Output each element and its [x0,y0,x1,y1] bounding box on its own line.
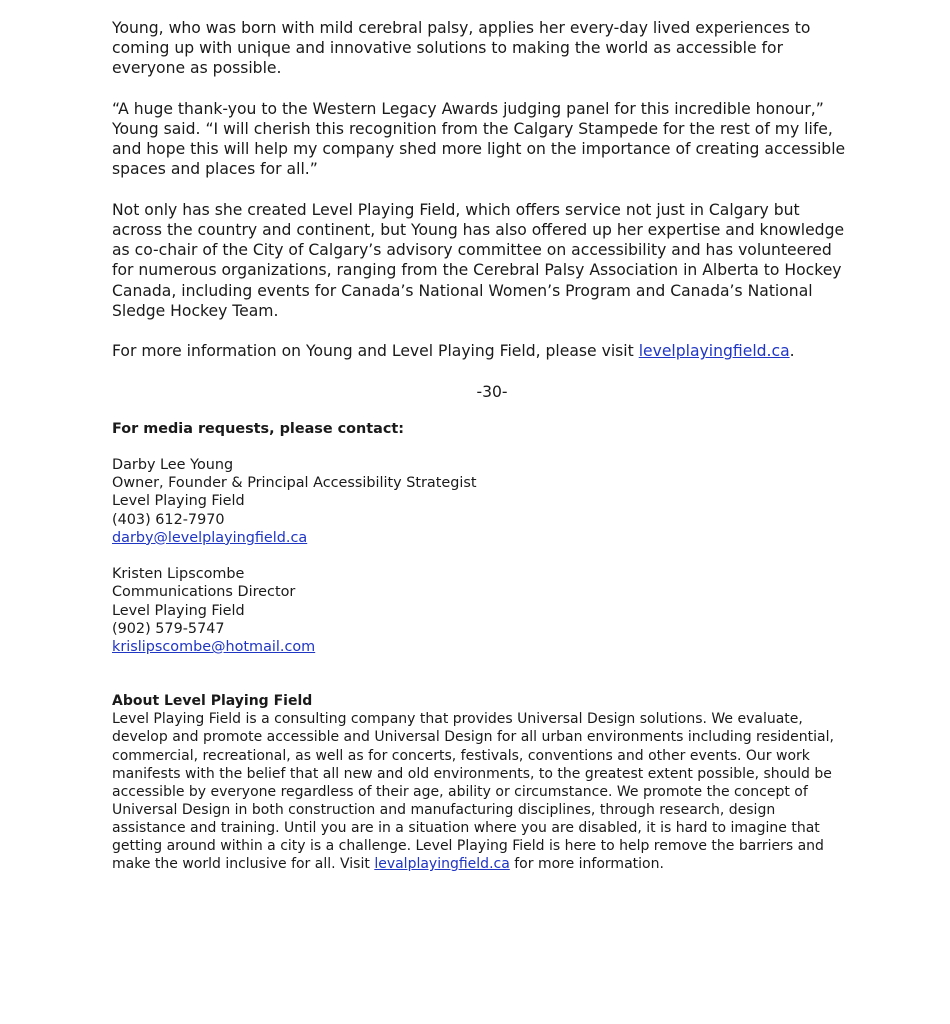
about-heading: About Level Playing Field [112,693,313,710]
contact-block [112,456,852,547]
contact-organization: Level Playing Field [112,493,245,510]
about-website-link[interactable]: levalplayingfield.ca [374,856,510,873]
about-paragraph [112,710,852,873]
contact-block [112,565,852,656]
website-link[interactable]: levelplayingfield.ca [638,342,790,361]
end-marker: -30- [476,382,508,401]
document-page [112,18,852,873]
contact-title: Communications Director [112,584,296,601]
contact-phone: (902) 579-5747 [112,620,225,637]
contact-phone: (403) 612-7970 [112,511,225,528]
about-text: Level Playing Field is a consulting company that provides Universal Design solutions. We evaluate, develop and promote accessible and Universal Design for all urban environments including residential, commercial, recreational, as well as for concerts, festivals, conventions and other events. Our work manifests with the belief that all new and old environments, to the greatest extent possible, should be accessible by everyone regardless of their age, ability or circumstance. We promote the concept of Universal Design in both construction and manufacturing disciplines, through research, design assistance and training. Until you are in a situation where you are disabled, it is hard to imagine that getting around within a city is a challenge. Level Playing Field is here to help remove the barriers and make the world inclusive for all. Visit [112,711,834,873]
paragraph-background: Young, who was born with mild cerebral palsy, applies her every-day lived experiences to coming up with unique and innovative solutions to making the world as accessible for everyone as possible. [112,19,811,78]
contact-name: Darby Lee Young [112,457,234,473]
more-info-text: For more information on Young and Level Playing Field, please visit [112,342,639,361]
contact-email-link[interactable]: krislipscombe@hotmail.com [112,639,316,656]
paragraph-volunteer-work: Not only has she created Level Playing Field, which offers service not just in Calgary but across the country and continent, but Young has also offered up her expertise and knowledge as co-chair of the City of Calgary’s advisory committee on accessibility and has volunteered for numerous organizations, ranging from the Cerebral Palsy Association in Alberta to Hockey Canada, including events for Canada’s National Women’s Program and Canada’s National Sledge Hockey Team. [112,200,845,320]
contact-title: Owner, Founder & Principal Accessibility Strategist [112,475,477,492]
contact-name: Kristen Lipscombe [112,566,245,583]
contact-email-link[interactable]: darby@levelplayingfield.ca [112,529,308,546]
about-suffix: for more information. [509,856,664,873]
media-contact-heading: For media requests, please contact: [112,420,405,437]
paragraph-quote: “A huge thank-you to the Western Legacy Awards judging panel for this incredible honour,” Young said. “I will cherish this recognition from the Calgary Stampede for the rest of my life, and hope this will help my company shed more light on the importance of creating accessible spaces and places for all.” [112,99,846,179]
paragraph-more-info [112,341,852,361]
contact-organization: Level Playing Field [112,602,245,619]
more-info-period: . [789,342,795,361]
